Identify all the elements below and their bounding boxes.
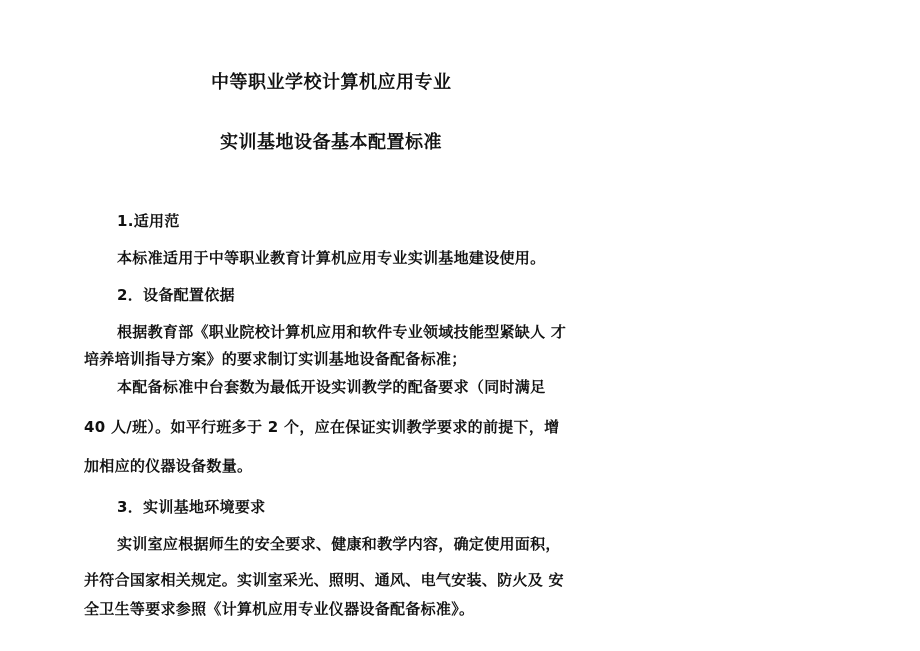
section-2-heading: 2．设备配置依据: [117, 286, 235, 304]
section-2-para-2-line-1: 本配备标准中台套数为最低开设实训教学的配备要求（同时满足: [117, 378, 546, 396]
section-1-heading: 1.适用范: [117, 212, 180, 230]
section-2-para-1-line-2: 培养培训指导方案》的要求制订实训基地设备配备标准；: [84, 350, 467, 368]
section-2-para-1-line-1: 根据教育部《职业院校计算机应用和软件专业领域技能型紧缺人 才: [117, 323, 567, 341]
document-title-line-1: 中等职业学校计算机应用专业: [211, 72, 452, 93]
section-2-para-2-line-2: 40 人/班）。如平行班多于 2 个，应在保证实训教学要求的前提下，增: [84, 418, 560, 436]
document-title-line-2: 实训基地设备基本配置标准: [220, 132, 442, 153]
section-3-heading: 3．实训基地环境要求: [117, 498, 266, 516]
section-1-text: 本标准适用于中等职业教育计算机应用专业实训基地建设使用。: [117, 249, 546, 267]
section-3-para-line-3: 全卫生等要求参照《计算机应用专业仪器设备配备标准》。: [84, 600, 475, 618]
section-2-para-2-line-3: 加相应的仪器设备数量。: [84, 457, 253, 475]
section-3-para-line-1: 实训室应根据师生的安全要求、健康和教学内容，确定使用面积，: [117, 535, 561, 553]
section-3-para-line-2: 并符合国家相关规定。实训室采光、照明、通风、电气安装、防火及 安: [84, 571, 564, 589]
